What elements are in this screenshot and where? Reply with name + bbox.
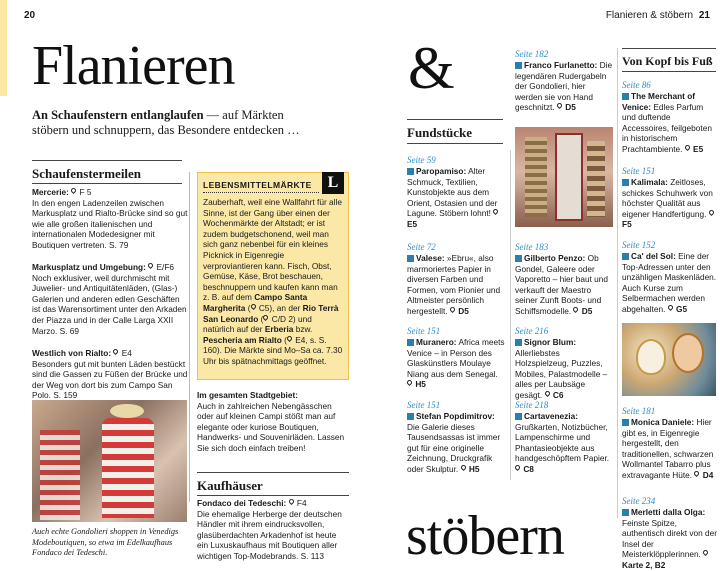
map-pin-icon (263, 315, 269, 323)
map-pin-icon (709, 210, 715, 218)
shop-name: Kalimala: (631, 177, 668, 187)
seite-ref: Seite 151 (407, 326, 441, 336)
shop-name: Muranero: (416, 337, 457, 347)
seite-ref: Seite 151 (407, 400, 441, 410)
seite-ref: Seite 86 (622, 80, 651, 90)
shop-name: Stefan Popdimitrov: (416, 411, 495, 421)
box-place: Campo Santa Margherita (203, 292, 308, 313)
map-pin-icon (515, 465, 521, 473)
kopf-item-1 (622, 80, 718, 155)
shop-text: Grußkarten, Notizbücher, Lampenschirme und Phantasieobjekte aus handgeschöpftem Papier. (515, 421, 610, 464)
bullet-square-icon (622, 179, 629, 186)
photo-shop-interior (515, 127, 613, 227)
col4-item-1 (515, 49, 613, 113)
map-ref: Karte 2, B2 (622, 559, 666, 570)
shop-name: The Merchant of Venice: (622, 91, 696, 112)
rule-fundstuecke-bottom (407, 143, 503, 144)
intro-text (32, 108, 392, 138)
box-place: Rio Terrà San Leonardo (203, 302, 339, 324)
page-edge-tab (0, 0, 7, 96)
map-ref: D5 (458, 305, 469, 316)
item-text: Auch in zahlreichen Nebengässchen oder auf kleinen Campi stößt man auf elegante oder kuriose Boutiquen, Handwerks- und Souvenirläden. Lassen Sie sich doch einfach treiben! (197, 400, 345, 453)
page-number-right: 21 (698, 10, 710, 21)
box-place: Erberia (264, 324, 294, 335)
item-title: Westlich von Rialto: (32, 348, 112, 358)
shop-name: Cartavenezia: (524, 411, 578, 421)
seite-ref: Seite 216 (515, 326, 549, 336)
running-head (606, 10, 710, 21)
item-text: Die ehemalige Herberge der deutschen Händler mit ihrem eindrucksvollen, glasüberdachten Arkadenhof ist heute ein Luxuskaufhaus mit Boutiquen aller wichtigen Top-Modebrands. S. 113 (197, 508, 342, 561)
shop-name: Gilberto Penzo: (524, 253, 586, 263)
map-pin-icon (694, 471, 700, 479)
box-text: E4, s. S. 160). Die Märkte sind Mo–Sa ca. 7.30 Uhr bis spätnachmittags geöffnet. (203, 334, 343, 366)
box-text: bzw. (293, 324, 313, 335)
page-number-left: 20 (24, 10, 36, 21)
map-pin-icon (703, 550, 709, 558)
map-pin-icon (289, 499, 295, 507)
photo-shape (40, 430, 80, 520)
schaufenster-item-3 (32, 348, 188, 401)
box-place: Pescheria am Rialto (203, 334, 282, 345)
photo-gondolieri (32, 400, 187, 522)
map-ref: G5 (676, 303, 688, 314)
shop-text: Allerliebstes Holzspielzeug, Puzzles, Mobiles, Palastmodelle – alles per Laubsäge gesägt. (515, 347, 608, 400)
intro-rest: — auf Märkten (203, 108, 284, 122)
shop-text: »Ebru«, also marmoriertes Papier in diversen Farben und Formen, vom Pionier und Altmeister persönlich hergestellt. (407, 253, 501, 316)
lebensmittel-badge: L (322, 172, 344, 194)
seite-ref: Seite 181 (622, 406, 656, 416)
shop-name: Valese: (416, 253, 445, 263)
stadtgebiet-item (197, 390, 349, 454)
shop-name: Paropamiso: (416, 166, 467, 176)
item-text: Noch exklusiver, weil durchmischt mit Juwelier- und Antiquitätenläden, (Glas-) Galerien und anderen edlen Geschäften ist das Warensortiment unter den Arkaden der Piazza und in der Calle Larga XXII Marzo. S. 69 (32, 272, 187, 336)
box-text: Zauberhaft, weil eine Wallfahrt für alle Sinne, ist der Gang über einen der Wochenmärkte der Altstadt; er ist zudem budgetschonend, weil man sich ganz nebenbei für ein kleines Picknick in Eigenregie verproviantieren kann. Fisch, Obst, Gemüse, Käse, Brot beschauen, beschnuppern und kaufen kann man z. B. auf dem (203, 197, 342, 303)
schaufenster-item-1 (32, 187, 188, 251)
map-pin-icon (461, 465, 467, 473)
box-text: C/D 2) und natürlich auf der (203, 313, 312, 335)
map-ref: E5 (407, 218, 418, 229)
seite-ref: Seite 72 (407, 242, 436, 252)
map-pin-icon (573, 307, 579, 315)
map-pin-icon (545, 391, 551, 399)
rule-kopf-bottom (622, 71, 716, 72)
bullet-square-icon (515, 255, 522, 262)
map-ref: D5 (581, 305, 593, 316)
photo-shape (672, 333, 704, 373)
rule-kaufhaeuser-bottom (197, 495, 349, 496)
map-pin-icon (71, 188, 77, 196)
fund-item-2 (407, 242, 505, 317)
col4-item-3 (515, 326, 613, 401)
map-ref: F5 (622, 219, 632, 230)
map-ref: C6 (552, 389, 564, 400)
rule-schaufenster-top (32, 160, 182, 161)
map-ref: E4 (121, 348, 132, 358)
bullet-square-icon (407, 339, 414, 346)
fund-item-3 (407, 326, 505, 390)
shop-text: Edles Parfum und duftende Accessoires, feilgeboten in historischem Prachtambiente. (622, 101, 712, 154)
box-text: C5), an der (258, 302, 301, 313)
kopf-item-5 (622, 496, 718, 571)
title-flanieren: Flanieren (32, 35, 235, 97)
map-ref: H5 (468, 463, 480, 474)
item-title: Mercerie: (32, 187, 69, 197)
shop-name: Franco Furlanetto: (524, 60, 598, 70)
running-head-title: Flanieren & stöbern (605, 10, 694, 21)
bullet-square-icon (622, 253, 629, 260)
shop-text: Die legendären Rudergabeln der Gondolieri, hier werden sie von Hand geschnitzt. (515, 60, 613, 113)
map-pin-icon (251, 304, 257, 312)
seite-ref: Seite 152 (622, 240, 656, 250)
map-ref: F4 (296, 498, 307, 508)
heading-schaufenster: Schaufenstermeilen (32, 166, 142, 181)
shop-name: Merletti dalla Olga: (631, 507, 706, 517)
shop-text: Alter Schmuck, Textilien, Kunstobjekte aus dem Orient, Ostasien und der Lagune. Stöbern lohnt! (407, 166, 498, 219)
lebensmittel-text: Zauberhaft, weil eine Wallfahrt für alle Sinne, ist der Gang über einen der Wochenmärkte der Altstadt; er ist zudem budgetschonend, weil man sich ganz nebenbei für ein kleines Picknick in Eigenregie verproviantieren kann. Fisch, Obst, Gemüse, Käse, Brot beschauen, beschnuppern und kaufen kann man z. B. auf dem Campo Santa Margherita ( C5), an der Rio Terrà San Leonardo ( C/D 2) und natürlich auf der Erberia bzw. Pescheria am Rialto ( E4, s. S. 160). Die Märkte sind Mo–Sa ca. 7.30 Uhr bis spätnachmittags geöffnet. (203, 197, 343, 366)
schaufenster-item-2 (32, 262, 188, 336)
intro-bold: An Schaufenstern entlanglaufen (32, 108, 204, 122)
item-text: In den engen Ladenzeilen zwischen Markusplatz und Rialto-Brücke sind so gut wie alle großen italienischen und internationalen Modedesigner mit Boutiquen vertreten. S. 79 (32, 197, 188, 250)
map-pin-icon (493, 209, 499, 217)
rule-kopf-top (622, 48, 716, 49)
map-pin-icon (407, 380, 413, 388)
lebensmittel-label: LEBENSMITTELMÄRKTE (203, 180, 312, 190)
map-pin-icon (450, 307, 456, 315)
shop-text: Die Galerie dieses Tausendsassas ist immer gut für eine originelle Zeichnung, Druckgrafik oder Skulptur. (407, 421, 501, 474)
photo-shape (110, 404, 144, 418)
kopf-item-3 (622, 240, 718, 315)
bullet-square-icon (622, 509, 629, 516)
bullet-square-icon (515, 62, 522, 69)
shop-text: Feinste Spitze, authentisch direkt von der Insel der Meisterklöpplerinnen. (622, 517, 718, 560)
map-ref: C8 (523, 463, 534, 474)
map-ref: D5 (565, 102, 576, 113)
intro-line2: stöbern und schnuppern, das Besondere entdecken … (32, 123, 300, 137)
photo-shape (525, 137, 547, 217)
title-stoebern: stöbern (406, 505, 564, 567)
column-divider (189, 172, 190, 502)
seite-ref: Seite 151 (622, 166, 656, 176)
seite-ref: Seite 218 (515, 400, 549, 410)
fund-item-1 (407, 155, 505, 230)
rule-kaufhaeuser-top (197, 472, 349, 473)
bullet-square-icon (407, 413, 414, 420)
column-divider (510, 150, 511, 480)
bullet-square-icon (407, 168, 414, 175)
photo-masks (622, 323, 716, 396)
lebensmittel-label-rule (203, 192, 319, 193)
map-pin-icon (685, 145, 691, 153)
column-divider (617, 48, 618, 518)
map-ref: F 5 (79, 187, 92, 197)
map-pin-icon (287, 336, 293, 344)
kopf-item-2 (622, 166, 718, 230)
kopf-item-4 (622, 406, 718, 481)
shop-text: Hier gibt es, in Eigenregie hergestellt, den traditionellen, schwarzen Wollmantel Tabarro plus extravagante Hüte. (622, 417, 714, 480)
shop-text: Africa meets Venice – in Person des Glaskünstlers Moulaye Niang aus dem Senegal. (407, 337, 505, 379)
bullet-square-icon (515, 339, 522, 346)
bullet-square-icon (622, 93, 629, 100)
map-pin-icon (557, 103, 563, 111)
shop-name: Signor Blum: (524, 337, 577, 347)
item-text: Besonders gut mit bunten Läden bestückt sind die Gassen zu Füßen der Brücke und der Weg von dort bis zum Campo San Polo. S. 159 (32, 358, 188, 401)
bullet-square-icon (622, 419, 629, 426)
bullet-square-icon (407, 255, 414, 262)
shop-text: Eine der Top-Adressen unter den unzähligen Maskenläden. Auch Kurse zum Selbermachen werden abgehalten. (622, 251, 717, 314)
col4-item-4 (515, 400, 613, 475)
fund-item-4 (407, 400, 505, 475)
heading-fundstuecke: Fundstücke (407, 125, 473, 140)
bullet-square-icon (515, 413, 522, 420)
map-pin-icon (668, 305, 674, 313)
photo-shape (636, 339, 666, 375)
photo-shape (102, 418, 154, 518)
shop-name: Ca' del Sol: (631, 251, 676, 261)
shop-name: Monica Daniele: (631, 417, 695, 427)
heading-kopf: Von Kopf bis Fuß (622, 54, 713, 68)
seite-ref: Seite 182 (515, 49, 549, 59)
item-title: Im gesamten Stadtgebiet: (197, 390, 298, 400)
photo-shape (587, 141, 605, 217)
map-ref: E5 (693, 143, 704, 154)
heading-kaufhaeuser: Kaufhäuser (197, 478, 263, 493)
shop-text: Zeitloses, schickes Schuhwerk von höchster Qualität aus eigener Handfertigung. (622, 177, 713, 219)
shop-text: Ob Gondel, Galeere oder Vaporetto – hier baut und verkauft der Maestro seiner Zunft Boots- und Schiffsmodelle. (515, 253, 609, 316)
seite-ref: Seite 234 (622, 496, 656, 506)
kaufhaeuser-item (197, 498, 349, 562)
seite-ref: Seite 183 (515, 242, 549, 252)
photo-caption: Auch echte Gondolieri shoppen in Venedigs Modeboutiquen, so etwa im Edelkaufhaus Fondaco dei Tedeschi. (32, 527, 179, 557)
item-title: Markusplatz und Umgebung: (32, 262, 146, 272)
map-pin-icon (148, 263, 154, 271)
rule-schaufenster-bottom (32, 183, 182, 184)
rule-fundstuecke-top (407, 119, 503, 120)
seite-ref: Seite 59 (407, 155, 436, 165)
title-ampersand: & (408, 35, 454, 101)
col4-item-2 (515, 242, 613, 317)
map-ref: D4 (702, 469, 714, 480)
item-title: Fondaco dei Tedeschi: (197, 498, 287, 508)
map-ref: E/F6 (156, 262, 175, 272)
map-pin-icon (113, 349, 119, 357)
map-ref: H5 (415, 379, 426, 390)
photo-shape (555, 133, 583, 221)
